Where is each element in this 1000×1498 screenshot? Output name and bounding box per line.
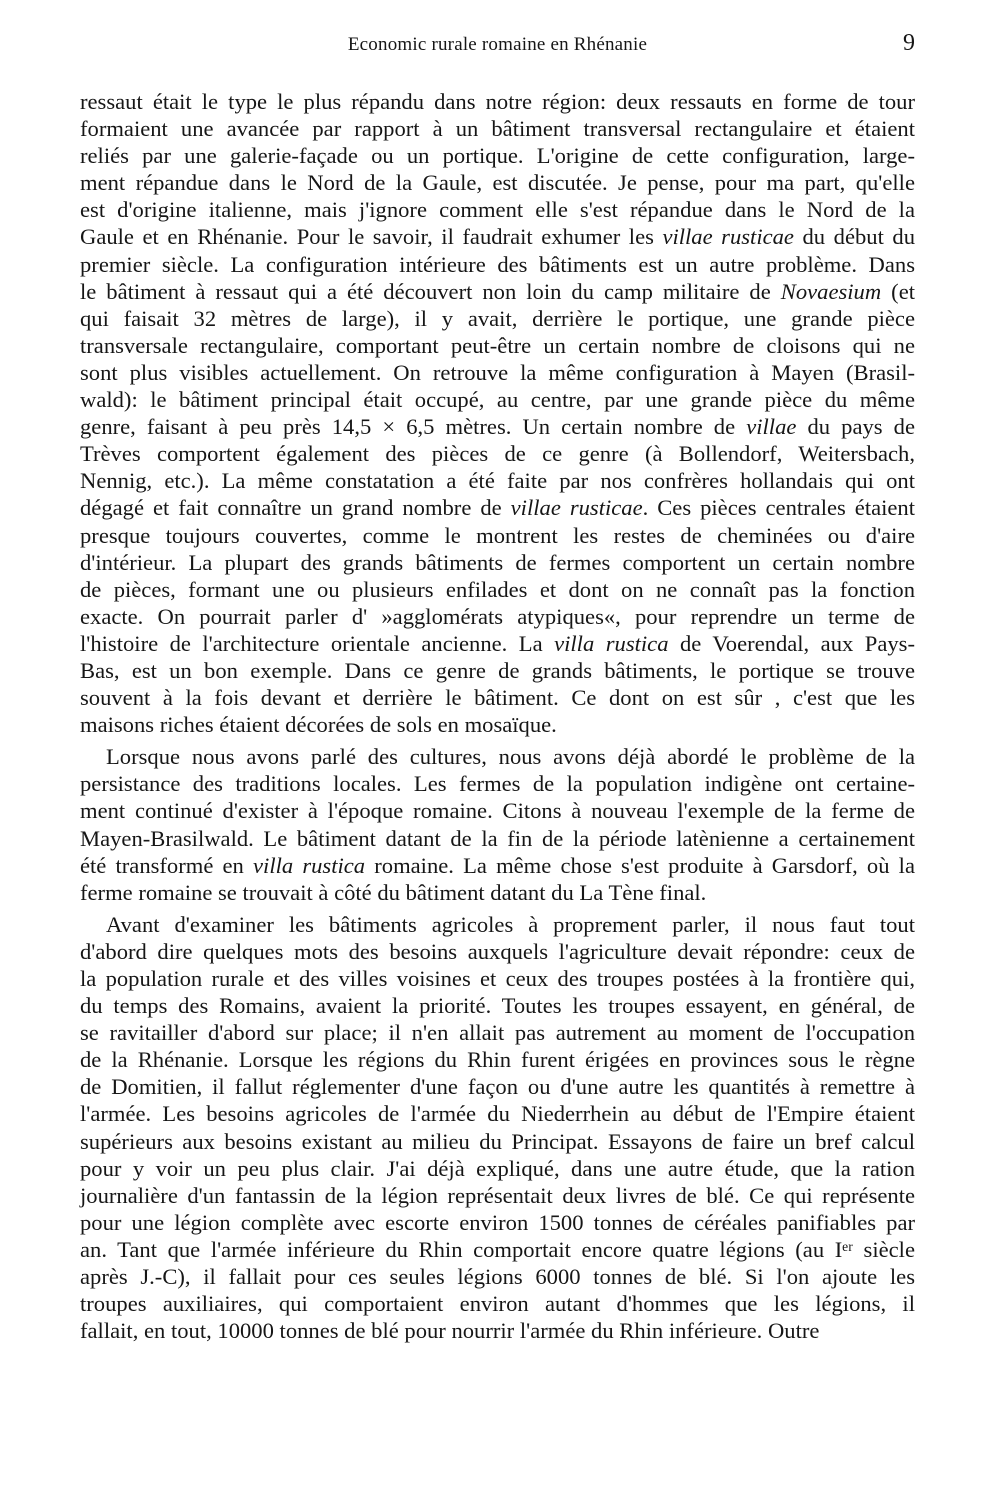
- text-line: [80, 1263, 915, 1290]
- italic-term: Novaesium: [780, 278, 882, 304]
- text-line: [80, 630, 915, 657]
- text-line: [80, 1290, 915, 1317]
- text-line: [80, 1182, 915, 1209]
- text-segment: Lorsque nous avons parlé des cultures, nous avons déjà abordé le problème de la: [106, 744, 915, 770]
- text-line: [80, 911, 915, 938]
- text-segment: d'abord dire quelques mots des besoins auxquels l'agriculture devait répondre: ceux de: [80, 938, 915, 964]
- text-line: [80, 770, 915, 797]
- text-line: [80, 743, 915, 770]
- text-segment: ment répandue dans le Nord de la Gaule, est discutée. Je pense, pour ma part, qu'elle: [80, 170, 915, 196]
- text-line: [80, 825, 915, 852]
- text-line: [80, 684, 915, 711]
- text-segment: romaine. La même chose s'est produite à Garsdorf, où la: [365, 852, 915, 878]
- text-segment: formaient une avancée par rapport à un bâtiment transversal rectangulaire et étaient: [80, 116, 915, 142]
- text-line: [80, 852, 915, 879]
- text-line: [80, 711, 915, 738]
- italic-term: villae: [746, 414, 797, 440]
- text-segment: premier siècle. La configuration intérieure des bâtiments est un autre problème. Dans: [80, 251, 915, 277]
- text-line: [80, 1100, 915, 1127]
- text-segment: dégagé et fait connaître un grand nombre de: [80, 495, 511, 521]
- text-segment: exacte. On pourrait parler d' »agglomérats atypiques«, pour reprendre un terme de: [80, 603, 915, 629]
- text-line: [80, 879, 915, 906]
- text-line: [80, 1236, 915, 1263]
- text-line: [80, 1073, 915, 1100]
- text-segment: Bas, est un bon exemple. Dans ce genre de grands bâtiments, le portique se trouve: [80, 657, 915, 683]
- italic-term: villa rustica: [554, 630, 669, 656]
- text-line: [80, 657, 915, 684]
- text-segment: du début du: [793, 224, 915, 250]
- text-segment: qui faisait 32 mètres de large), il y avait, derrière le portique, une grande pièce: [80, 305, 915, 331]
- page-number: 9: [903, 30, 915, 56]
- text-line: [80, 169, 915, 196]
- text-segment: de Domitien, il fallut réglementer d'une façon ou d'une autre les quantités à remettre à: [80, 1074, 915, 1100]
- text-line: [80, 142, 915, 169]
- text-segment: an. Tant que l'armée inférieure du Rhin comportait encore quatre légions (au Iᵉʳ siècle: [80, 1236, 915, 1262]
- text-segment: maisons riches étaient décorées de sols en mosaïque.: [80, 712, 557, 738]
- text-segment: le bâtiment à ressaut qui a été découvert non loin du camp militaire de: [80, 278, 781, 304]
- text-segment: se ravitailler d'abord sur place; il n'en allait pas autrement au moment de l'occupation: [80, 1020, 915, 1046]
- paragraph: [80, 911, 915, 1345]
- text-line: [80, 1209, 915, 1236]
- text-segment: troupes auxiliaires, qui comportaient environ autant d'hommes que les légions, il: [80, 1291, 915, 1317]
- text-segment: genre, faisant à peu près 14,5 × 6,5 mètres. Un certain nombre de: [80, 414, 747, 440]
- text-line: [80, 965, 915, 992]
- text-line: [80, 576, 915, 603]
- text-line: [80, 223, 915, 250]
- text-segment: Gaule et en Rhénanie. Pour le savoir, il faudrait exhumer les: [80, 224, 663, 250]
- text-segment: de la Rhénanie. Lorsque les régions du Rhin furent érigées en provinces sous le règne: [80, 1047, 915, 1073]
- running-head: [80, 30, 915, 62]
- text-segment: presque toujours couvertes, comme le montrent les restes de cheminées ou d'aire: [80, 522, 915, 548]
- running-title: Economic rurale romaine en Rhénanie: [347, 34, 648, 55]
- text-line: [80, 440, 915, 467]
- text-segment: (et: [881, 278, 915, 304]
- text-line: [80, 1155, 915, 1182]
- text-segment: l'histoire de l'architecture orientale ancienne. La: [80, 630, 555, 656]
- text-line: [80, 413, 915, 440]
- text-segment: est d'origine italienne, mais j'ignore comment elle s'est répandue dans le Nord de la: [80, 197, 915, 223]
- body-text: [80, 88, 915, 1344]
- text-segment: souvent à la fois devant et derrière le bâtiment. Ce dont on est sûr , c'est que les: [80, 685, 915, 711]
- text-segment: Mayen-Brasilwald. Le bâtiment datant de la fin de la période latènienne a certainement: [80, 825, 915, 851]
- text-segment: persistance des traditions locales. Les fermes de la population indigène ont certaine-: [80, 771, 915, 797]
- text-segment: pour une légion complète avec escorte environ 1500 tonnes de céréales panifiables par: [80, 1209, 915, 1235]
- text-line: [80, 251, 915, 278]
- italic-term: villa rustica: [253, 852, 366, 878]
- text-line: [80, 305, 915, 332]
- text-line: [80, 196, 915, 223]
- text-line: [80, 386, 915, 413]
- text-line: [80, 115, 915, 142]
- text-line: [80, 278, 915, 305]
- text-line: [80, 467, 915, 494]
- paragraph: [80, 743, 915, 906]
- text-segment: d'intérieur. La plupart des grands bâtiments de fermes comportent un certain nombre: [80, 549, 915, 575]
- text-line: [80, 332, 915, 359]
- text-segment: du pays de: [796, 414, 915, 440]
- text-line: [80, 1019, 915, 1046]
- text-segment: . Ces pièces centrales étaient: [642, 495, 916, 521]
- text-line: [80, 1128, 915, 1155]
- paragraph: [80, 88, 915, 738]
- text-line: [80, 992, 915, 1019]
- text-line: [80, 938, 915, 965]
- text-line: [80, 88, 915, 115]
- text-line: [80, 522, 915, 549]
- italic-term: villae rusticae: [510, 495, 643, 521]
- text-segment: supérieurs aux besoins existant au milieu du Principat. Essayons de faire un bref calcul: [80, 1128, 915, 1154]
- text-segment: journalière d'un fantassin de la légion représentait deux livres de blé. Ce qui représente: [80, 1182, 915, 1208]
- text-line: [80, 549, 915, 576]
- text-segment: fallait, en tout, 10000 tonnes de blé pour nourrir l'armée du Rhin inférieure. Outre: [80, 1318, 820, 1344]
- text-segment: pour y voir un peu plus clair. J'ai déjà expliqué, dans une autre étude, que la ration: [80, 1155, 915, 1181]
- text-segment: sont plus visibles actuellement. On retrouve la même configuration à Mayen (Brasil-: [80, 359, 915, 385]
- text-segment: du temps des Romains, avaient la priorité. Toutes les troupes essayent, en général, de: [80, 993, 915, 1019]
- text-segment: ressaut était le type le plus répandu dans notre région: deux ressauts en forme de tour: [80, 89, 915, 114]
- text-segment: Avant d'examiner les bâtiments agricoles à proprement parler, il nous faut tout: [106, 911, 915, 937]
- text-segment: wald): le bâtiment principal était occupé, au centre, par une grande pièce du même: [80, 387, 915, 413]
- text-line: [80, 1317, 915, 1344]
- text-segment: été transformé en: [80, 852, 254, 878]
- text-line: [80, 603, 915, 630]
- text-segment: reliés par une galerie-façade ou un portique. L'origine de cette configuration, large-: [80, 143, 915, 169]
- text-line: [80, 359, 915, 386]
- text-segment: l'armée. Les besoins agricoles de l'armée du Niederrhein au début de l'Empire étaient: [80, 1101, 915, 1127]
- text-segment: ment continué d'exister à l'époque romaine. Citons à nouveau l'exemple de la ferme de: [80, 798, 915, 824]
- text-segment: Trèves comportent également des pièces de ce genre (à Bollendorf, Weitersbach,: [80, 441, 915, 467]
- text-segment: après J.-C), il fallait pour ces seules légions 6000 tonnes de blé. Si l'on ajoute les: [80, 1264, 915, 1290]
- text-segment: Nennig, etc.). La même constatation a été faite par nos confrères hollandais qui ont: [80, 468, 915, 494]
- text-line: [80, 797, 915, 824]
- text-segment: de pièces, formant une ou plusieurs enfilades et dont on ne connaît pas la fonction: [80, 576, 915, 602]
- text-segment: transversale rectangulaire, comportant peut-être un certain nombre de cloisons qui ne: [80, 332, 915, 358]
- text-segment: ferme romaine se trouvait à côté du bâtiment datant du La Tène final.: [80, 879, 707, 905]
- text-line: [80, 1046, 915, 1073]
- text-segment: la population rurale et des villes voisines et ceux des troupes postées à la frontière qui,: [80, 966, 915, 991]
- italic-term: villae rusticae: [662, 224, 794, 250]
- text-line: [80, 494, 915, 521]
- text-segment: de Voerendal, aux Pays-: [668, 630, 915, 656]
